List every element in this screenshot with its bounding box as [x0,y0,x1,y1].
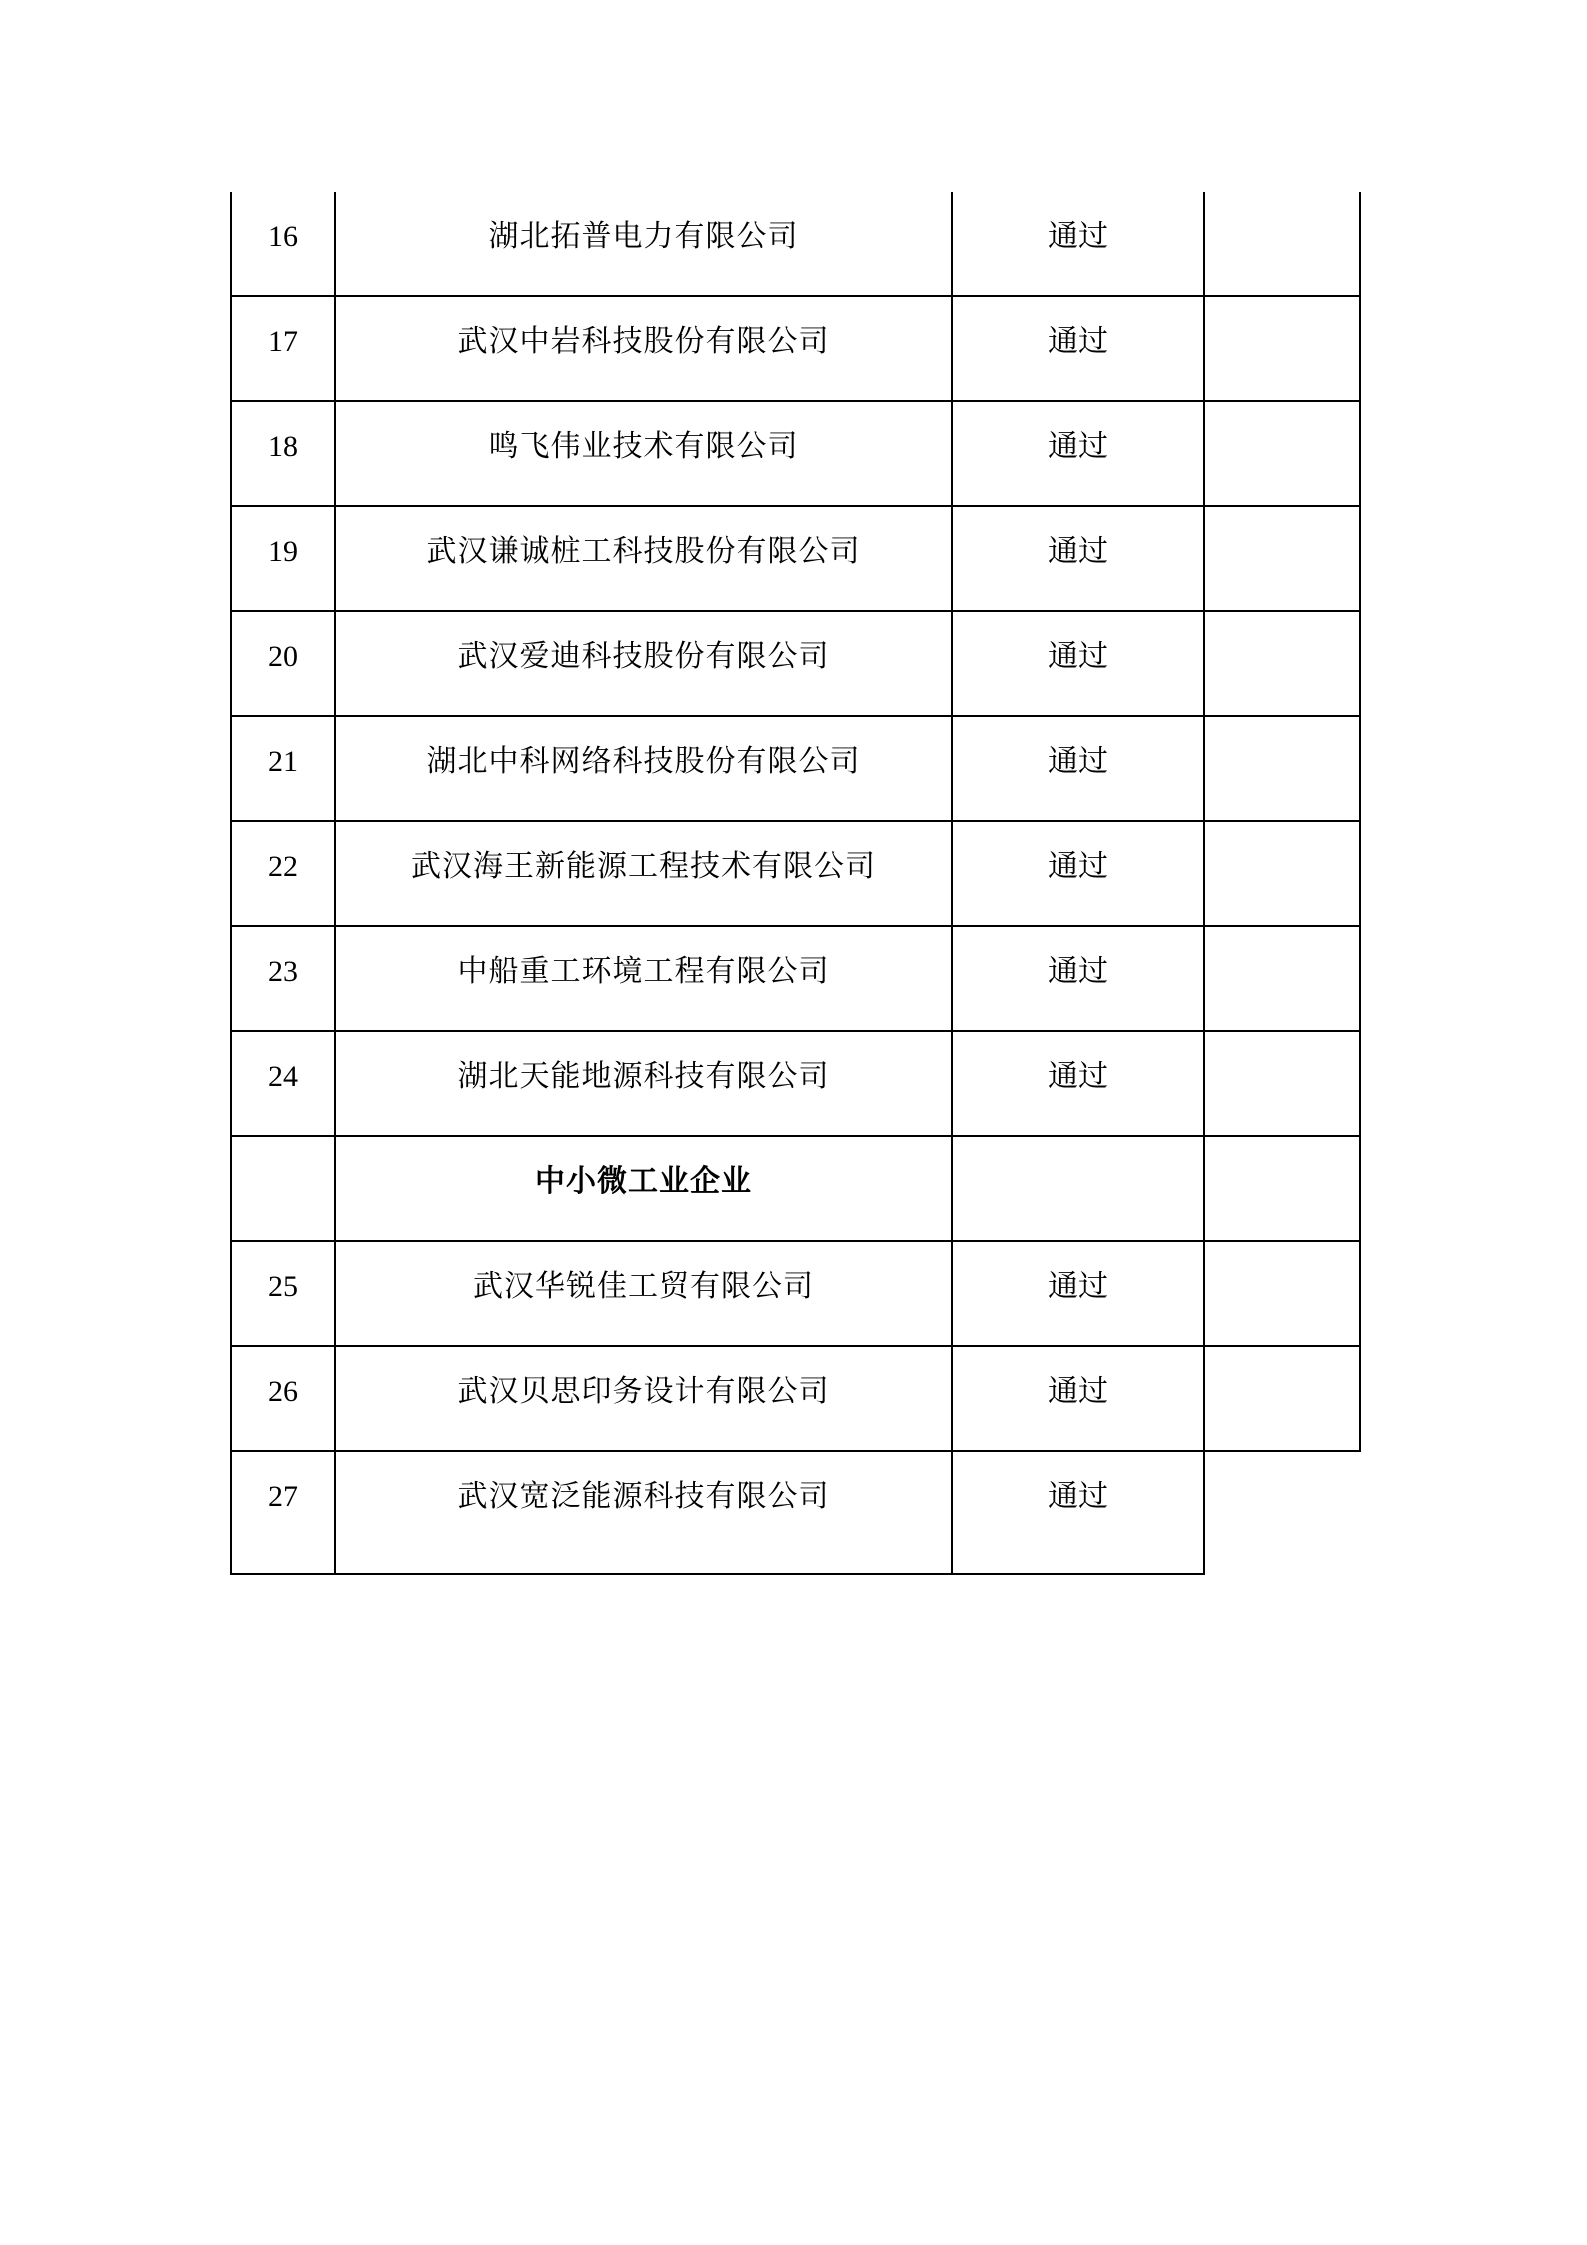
table-row [230,402,1361,507]
remarks-cell [1205,1242,1361,1347]
remarks-cell [1205,822,1361,927]
table-row [230,507,1361,612]
review-result: 通过 [953,402,1205,507]
company-name: 武汉海王新能源工程技术有限公司 [336,822,953,927]
review-result [953,1137,1205,1242]
category-row [230,1137,1361,1242]
review-result: 通过 [953,297,1205,402]
category-heading: 中小微工业企业 [336,1137,953,1242]
company-name: 武汉爱迪科技股份有限公司 [336,612,953,717]
row-number: 16 [230,192,336,297]
review-result: 通过 [953,1242,1205,1347]
table-row [230,1242,1361,1347]
remarks-cell [1205,1347,1361,1452]
company-name: 武汉宽泛能源科技有限公司 [336,1452,953,1575]
company-name: 湖北拓普电力有限公司 [336,192,953,297]
remarks-cell [1205,402,1361,507]
company-name: 武汉中岩科技股份有限公司 [336,297,953,402]
row-number: 17 [230,297,336,402]
remarks-cell [1205,612,1361,717]
table-row [230,717,1361,822]
row-number: 25 [230,1242,336,1347]
company-name: 武汉贝思印务设计有限公司 [336,1347,953,1452]
remarks-cell [1205,1137,1361,1242]
remarks-cell [1205,507,1361,612]
remarks-cell [1205,192,1361,297]
row-number: 19 [230,507,336,612]
table-row [230,927,1361,1032]
table-row [230,1347,1361,1452]
table-row [230,1032,1361,1137]
review-result: 通过 [953,507,1205,612]
row-number: 18 [230,402,336,507]
table-row [230,1452,1361,1575]
remarks-cell [1205,1032,1361,1137]
row-number: 24 [230,1032,336,1137]
review-result: 通过 [953,927,1205,1032]
review-result: 通过 [953,1452,1205,1575]
company-name: 湖北天能地源科技有限公司 [336,1032,953,1137]
remarks-cell [1205,1452,1361,1575]
remarks-cell [1205,927,1361,1032]
table-row [230,192,1361,297]
row-number: 23 [230,927,336,1032]
company-name: 鸣飞伟业技术有限公司 [336,402,953,507]
table-row [230,612,1361,717]
review-result: 通过 [953,717,1205,822]
enterprise-review-table [230,192,1361,1575]
company-name: 武汉华锐佳工贸有限公司 [336,1242,953,1347]
row-number [230,1137,336,1242]
table-row [230,297,1361,402]
table-row [230,822,1361,927]
row-number: 22 [230,822,336,927]
company-name: 中船重工环境工程有限公司 [336,927,953,1032]
row-number: 21 [230,717,336,822]
review-result: 通过 [953,612,1205,717]
row-number: 20 [230,612,336,717]
review-result: 通过 [953,192,1205,297]
row-number: 27 [230,1452,336,1575]
review-result: 通过 [953,1032,1205,1137]
row-number: 26 [230,1347,336,1452]
company-name: 武汉谦诚桩工科技股份有限公司 [336,507,953,612]
remarks-cell [1205,717,1361,822]
company-name: 湖北中科网络科技股份有限公司 [336,717,953,822]
remarks-cell [1205,297,1361,402]
review-result: 通过 [953,1347,1205,1452]
review-result: 通过 [953,822,1205,927]
